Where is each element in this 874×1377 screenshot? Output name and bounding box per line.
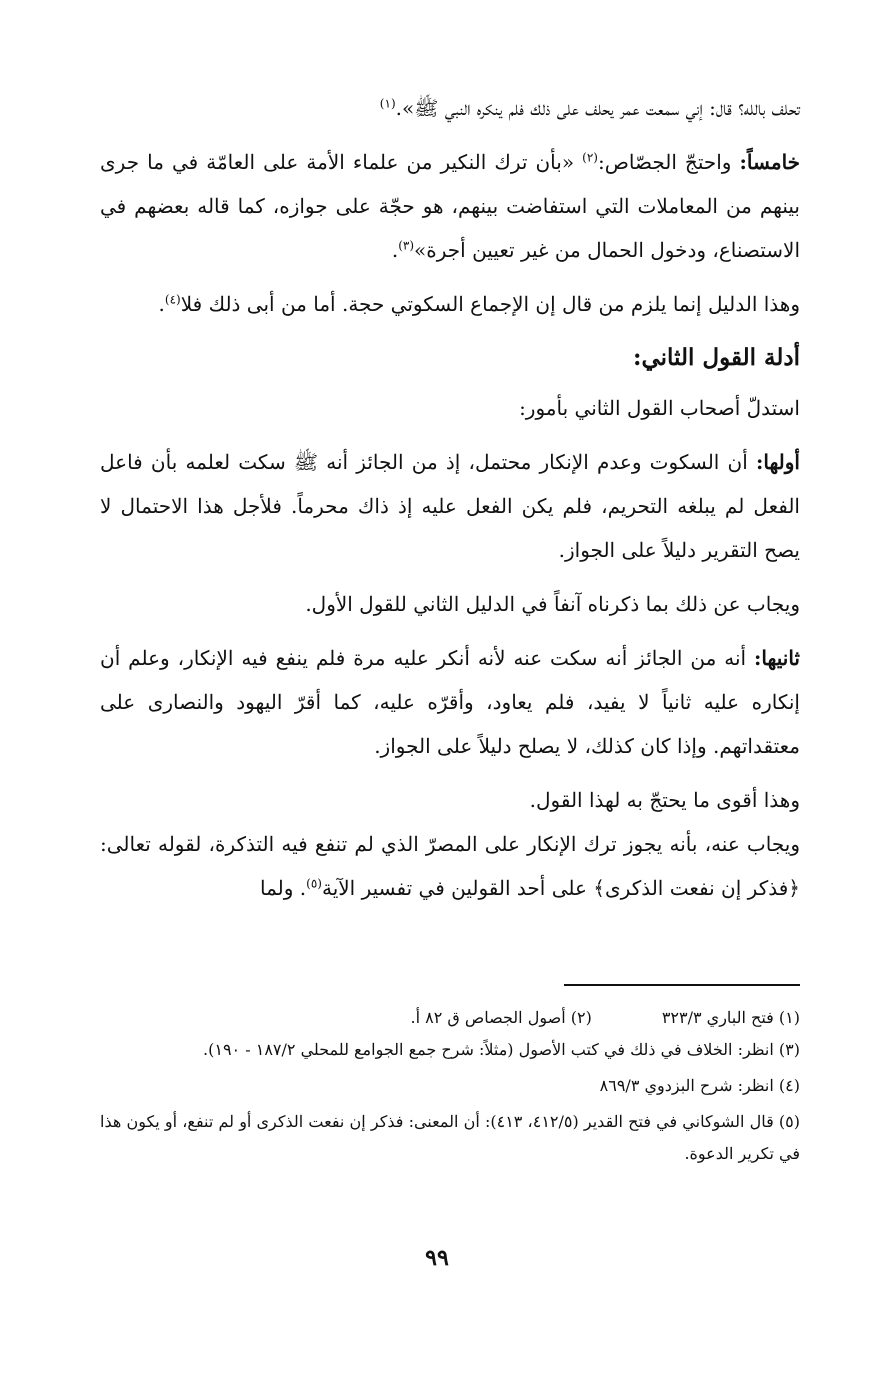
paragraph-2-quote: «بأن ترك النكير من علماء الأمة على العامّة في ما جرى بينهم من المعاملات التي استفاضت بينهم، هو حجّة على جوازه، كما قاله بعضهم في الاستصناع، ودخول الحمال من غير تعيين أجرة» — [100, 150, 800, 262]
paragraph-6: ويجاب عن ذلك بما ذكرناه آنفاً في الدليل الثاني للقول الأول. — [305, 592, 800, 616]
paragraph-9 — [100, 822, 800, 910]
paragraph-3-text: وهذا الدليل إنما يلزم من قال إن الإجماع السكوتي حجة. أما من أبى ذلك فلا — [180, 292, 800, 316]
paragraph-4: استدلّ أصحاب القول الثاني بأمور: — [519, 396, 800, 420]
paragraph-9-end: . ولما — [260, 876, 307, 900]
page-number: ٩٩ — [425, 1245, 449, 1271]
paragraph-5-lead: أولها: — [755, 450, 800, 474]
main-text — [100, 86, 800, 920]
paragraph-1 — [100, 86, 800, 130]
paragraph-7-text: أنه من الجائز أنه سكت عنه لأنه أنكر عليه مرة فلم ينفع فيه الإنكار، وعلم أن إنكاره عليه ثانياً لا يفيد، فلم يعاود، وأقرّه عليه، كما أقرّ اليهود والنصارى على معتقداتهم. وإذا كان كذلك، لا يصلح دليلاً على الجواز. — [100, 646, 800, 758]
footnote-ref-3: (٣) — [398, 238, 415, 253]
paragraph-9-text: ويجاب عنه، بأنه يجوز ترك الإنكار على المصرّ الذي لم تنفع فيه التذكرة، لقوله تعالى: ﴿فذكر إن نفعت الذكرى﴾ على أحد القولين في تفسير الآية — [100, 832, 800, 900]
paragraph-1-text: تحلف بالله؟ قال: إني سمعت عمر يحلف على ذلك فلم ينكره النبي ﷺ». — [395, 96, 800, 120]
section-heading: أدلة القول الثاني: — [632, 344, 800, 371]
paragraph-2-intro: واحتجّ الجصّاص: — [597, 150, 732, 174]
paragraph-5 — [100, 440, 800, 572]
paragraph-7 — [100, 636, 800, 768]
footnote-ref-2: (٢) — [582, 150, 598, 165]
footnote-row-1-2 — [100, 1002, 800, 1034]
paragraph-8: وهذا أقوى ما يحتجّ به لهذا القول. — [529, 788, 800, 812]
paragraph-3: وهذا الدليل إنما يلزم من قال إن الإجماع السكوتي حجة. أما من أبى ذلك فلا$^{(٤)}$. — [158, 292, 800, 316]
footnote-2: (٢) أصول الجصاص ق ٨٢ أ. — [410, 1008, 592, 1027]
footnote-ref-5: (٥) — [306, 876, 322, 891]
footnote-5: (٥) قال الشوكاني في فتح القدير (٤١٢/٥، ٤١٣): أن المعنى: فذكر إن نفعت الذكرى أو لم تنفع، أو يكون هذا في تكرير الدعوة. — [100, 1112, 801, 1163]
footnote-list — [100, 1002, 800, 1174]
footnote-3: (٣) انظر: الخلاف في ذلك في كتب الأصول (مثلاً: شرح جمع الجوامع للمحلي ١٨٧/٢ - ١٩٠). — [203, 1040, 800, 1059]
footnote-ref-1: (١) — [379, 96, 396, 111]
paragraph-5-text: أن السكوت وعدم الإنكار محتمل، إذ من الجائز أنه ﷺ سكت لعلمه بأن فاعل الفعل لم يبلغه التحريم، فلم يكن الفعل عليه إذ ذاك محرماً. فلأجل هذا الاحتمال لا يصح التقرير دليلاً على الجواز. — [100, 450, 800, 562]
footnote-4: (٤) انظر: شرح البزدوي ٨٦٩/٣ — [599, 1076, 800, 1095]
paragraph-2: خامساً: واحتجّ الجصّاص:$^{(٢)}$ «بأن ترك النكير من علماء الأمة على العامّة في ما جرى بينهم من المعاملات التي استفاضت بينهم، هو حجّة على جوازه، كما قاله بعضهم في الاستصناع، ودخول الحمال من غير تعيين أجرة»$^{(٣)}$. — [100, 150, 801, 262]
footnote-1: (١) فتح الباري ٣٢٣/٣ — [661, 1008, 800, 1027]
footnote-ref-4: (٤) — [164, 292, 181, 307]
footnote-divider — [564, 984, 800, 986]
paragraph-2-lead: خامساً: — [739, 150, 801, 174]
paragraph-7-lead: ثانيها: — [754, 646, 800, 670]
